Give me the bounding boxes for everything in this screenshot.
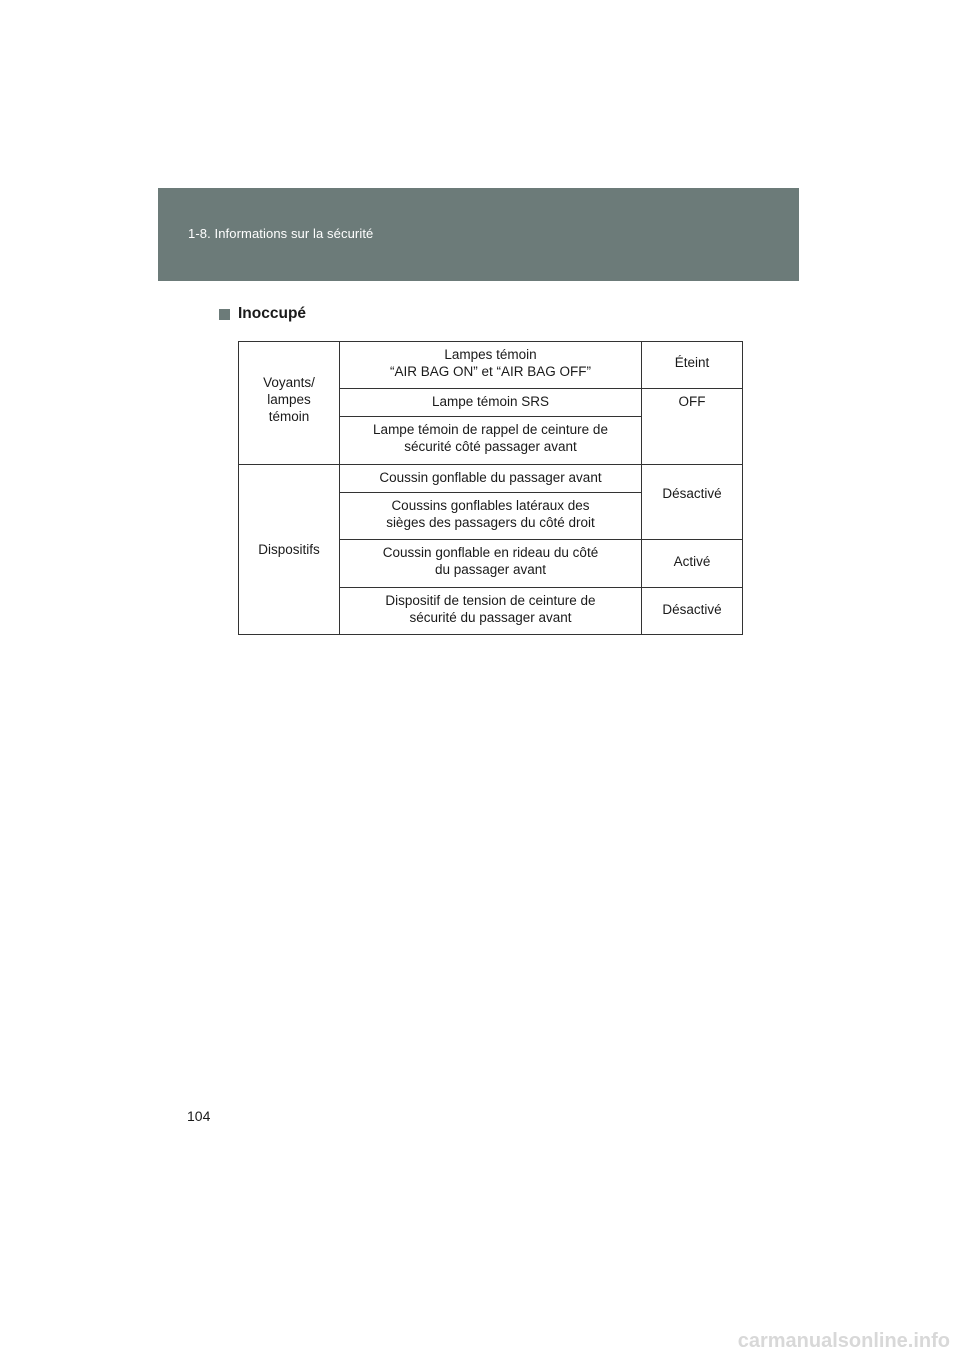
status-table: [238, 341, 743, 635]
table-row: [239, 465, 743, 493]
heading-text: Inoccupé: [238, 305, 307, 322]
header-band: [158, 188, 799, 281]
section-title: 1-8. Informations sur la sécurité: [188, 226, 374, 241]
table-cell-item: Coussin gonflable du passager avant: [340, 465, 642, 493]
table-cell-status: OFF: [642, 389, 743, 465]
square-bullet-icon: [219, 309, 230, 320]
table-cell-status: Désactivé: [642, 588, 743, 635]
table-cell-item: Lampe témoin de rappel de ceinture de sécurité côté passager avant: [340, 417, 642, 465]
page-number: 104: [187, 1108, 211, 1124]
table-cell-item: Coussin gonflable en rideau du côté du passager avant: [340, 540, 642, 588]
table-cell-status: Activé: [642, 540, 743, 588]
table-cell-item: Lampe témoin SRS: [340, 389, 642, 417]
table-cell-item: Coussins gonflables latéraux des sièges des passagers du côté droit: [340, 493, 642, 540]
table-cell-item: Lampes témoin “AIR BAG ON” et “AIR BAG OFF”: [340, 342, 642, 389]
table-cell-status: Désactivé: [642, 465, 743, 540]
section-heading: [219, 305, 306, 323]
table-cell-item: Dispositif de tension de ceinture de sécurité du passager avant: [340, 588, 642, 635]
group-label-voyants: Voyants/ lampes témoin: [239, 342, 340, 465]
table-row: [239, 342, 743, 389]
watermark: carmanualsonline.info: [737, 1330, 950, 1352]
table-cell-status: Éteint: [642, 342, 743, 389]
group-label-dispositifs: Dispositifs: [239, 465, 340, 635]
